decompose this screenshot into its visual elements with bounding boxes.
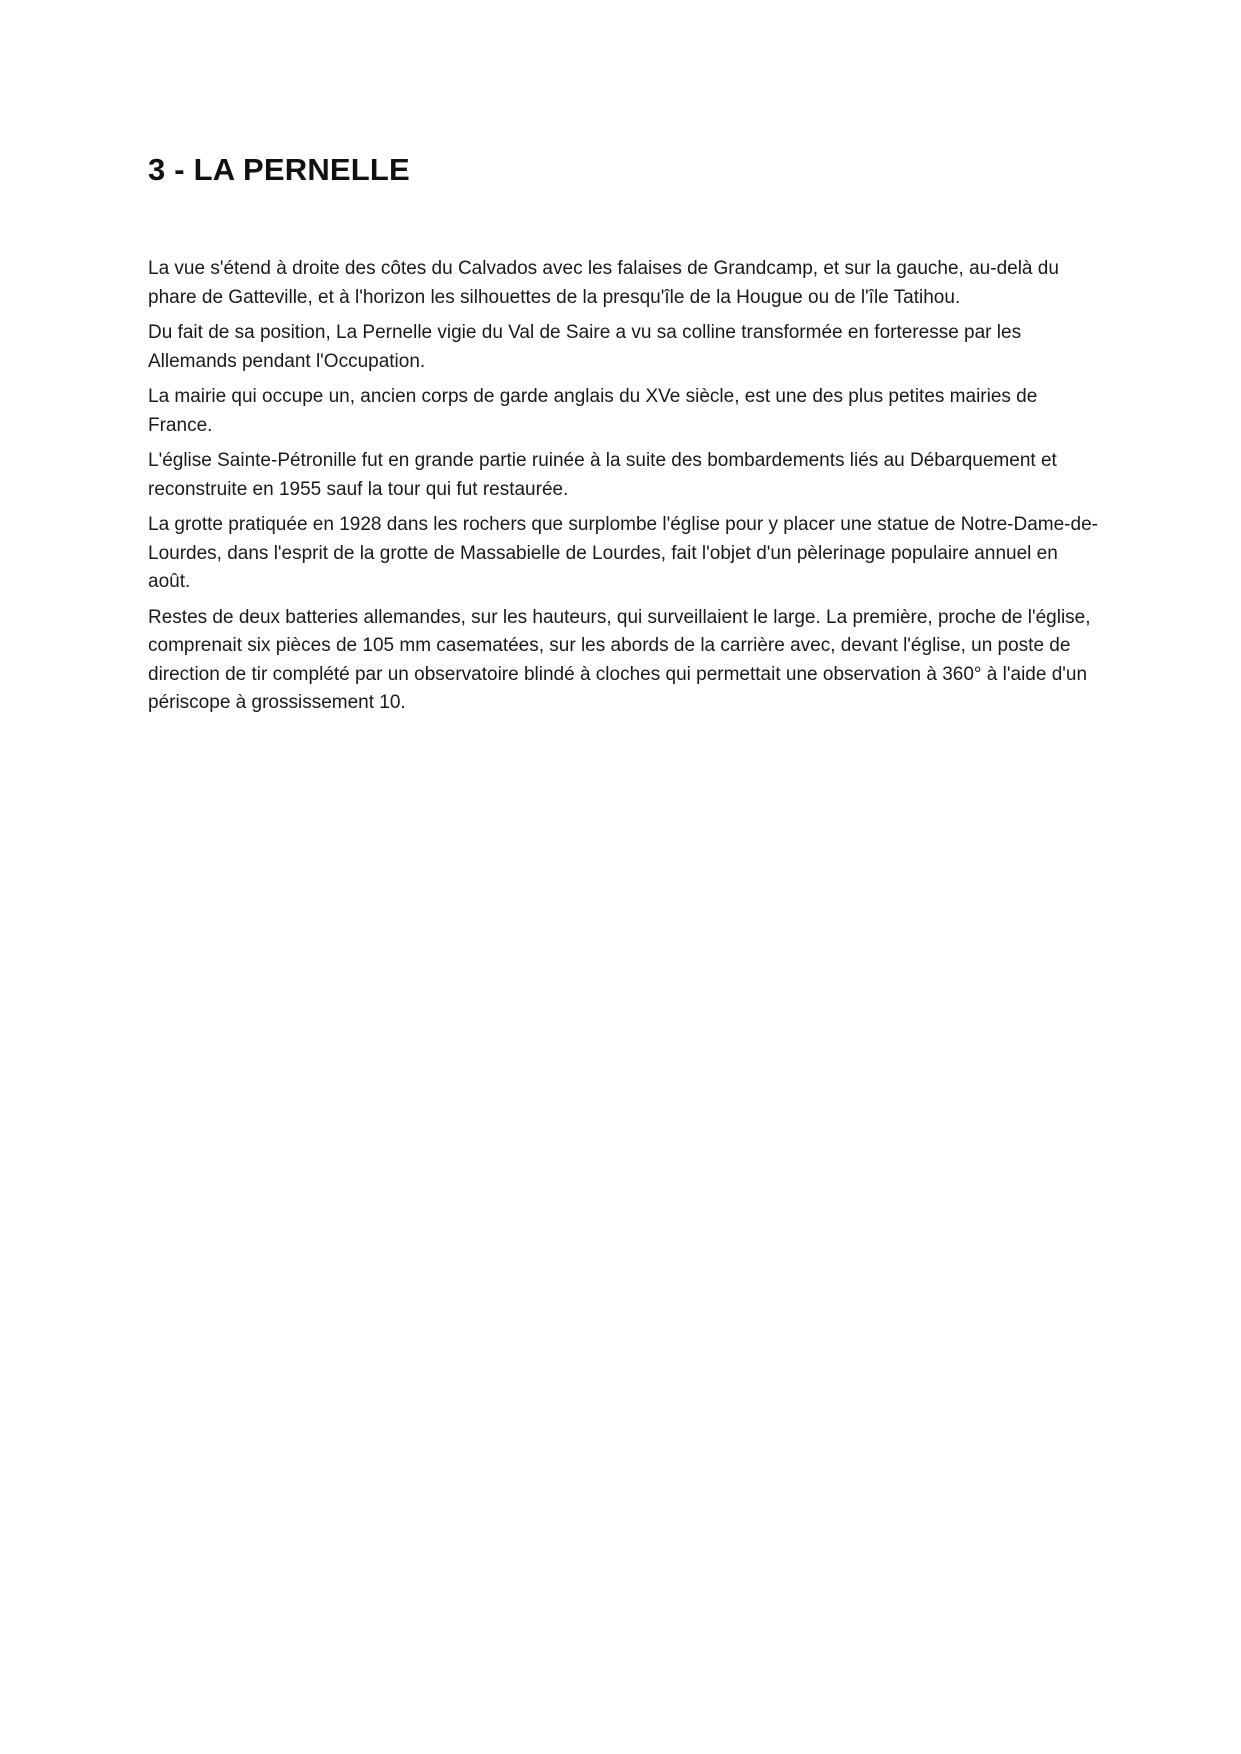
paragraph-batteries: Restes de deux batteries allemandes, sur les hauteurs, qui surveillaient le large. La première, proche de l'église, comprenait six pièces de 105 mm casematées, sur les abords de la carrière avec, devant l'église, un poste de direction de tir complété par un observatoire blindé à cloches qui permettait une observation à 360° à l'aide d'un périscope à grossissement 10. <box>148 606 1091 713</box>
page-title: 3 - LA PERNELLE <box>148 152 410 187</box>
paragraph-view: La vue s'étend à droite des côtes du Calvados avec les falaises de Grandcamp, et sur la gauche, au-delà du phare de Gatteville, et à l'horizon les silhouettes de la presqu'île de la Hougue ou de l'île Tatihou. <box>148 258 1059 308</box>
paragraph-grotto: La grotte pratiquée en 1928 dans les rochers que surplombe l'église pour y placer une statue de Notre-Dame-de-Lourdes, dans l'esprit de la grotte de Massabielle de Lourdes, fait l'objet d'un pèlerinage populaire annuel en août. <box>148 514 1098 592</box>
paragraph-town-hall: La mairie qui occupe un, ancien corps de garde anglais du XVe siècle, est une des plus petites mairies de France. <box>148 386 1038 436</box>
paragraph-church: L'église Sainte-Pétronille fut en grande partie ruinée à la suite des bombardements liés au Débarquement et reconstruite en 1955 sauf la tour qui fut restaurée. <box>148 450 1057 500</box>
paragraph-history: Du fait de sa position, La Pernelle vigie du Val de Saire a vu sa colline transformée en forteresse par les Allemands pendant l'Occupation. <box>148 322 1022 372</box>
document-body <box>148 255 1098 725</box>
